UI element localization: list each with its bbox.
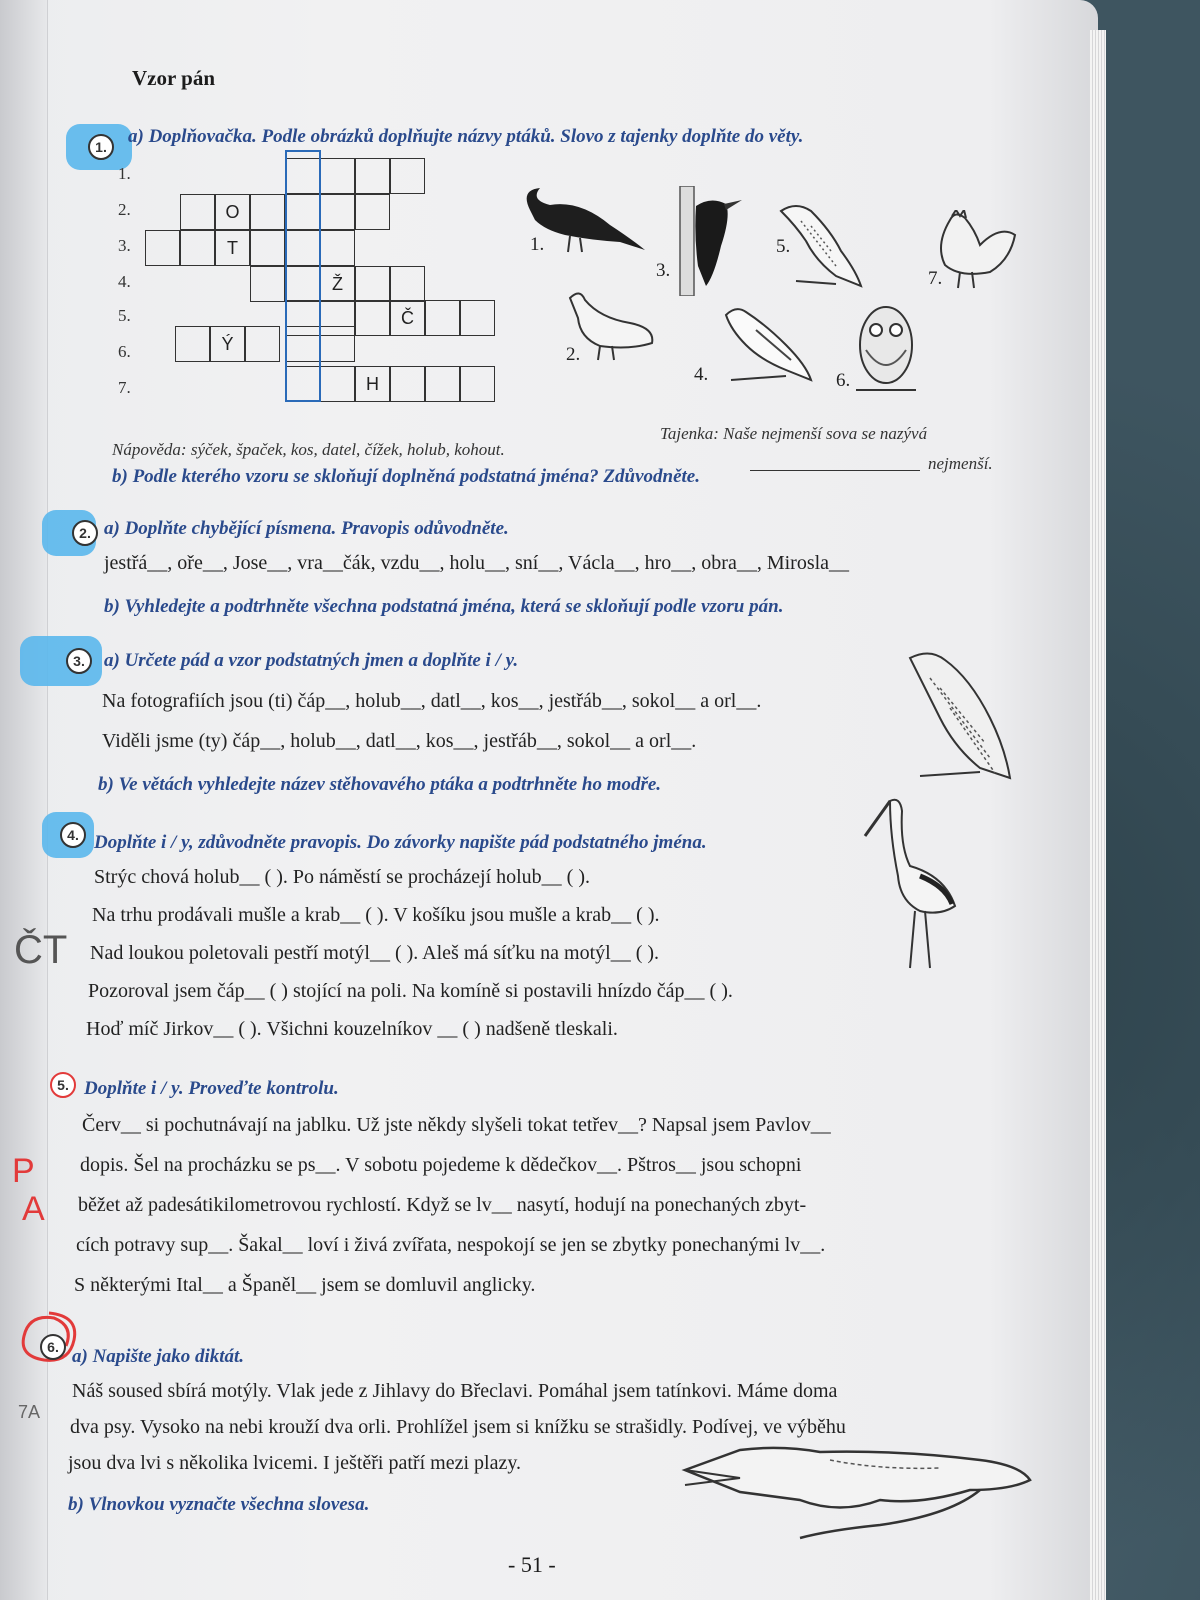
crossword-cell[interactable] — [320, 230, 355, 266]
crocodile-illustration — [680, 1430, 1040, 1540]
crossword-cell[interactable] — [390, 266, 425, 302]
row-number: 3. — [118, 236, 131, 255]
exercise-2-badge: 2. — [72, 520, 98, 546]
margin-note-pencil: ČT — [14, 928, 68, 972]
crossword-cell-letter[interactable]: Č — [390, 300, 425, 336]
bird-label: 3. — [656, 260, 671, 281]
margin-note-red: A — [22, 1190, 45, 1228]
bird-label: 1. — [530, 234, 545, 255]
exercise-1-tajenka-end: nejmenší. — [928, 454, 993, 473]
exercise-1b-instruction: b) Podle kterého vzoru se skloňují doplněná podstatná jména? Zdůvodněte. — [112, 466, 700, 487]
exercise-5-line: Červ__ si pochutnávají na jablku. Už jste někdy slyšeli tokat tetřev__? Napsal jsem Pavlov__ — [82, 1114, 831, 1136]
owl-illustration — [846, 300, 926, 400]
row-number: 5. — [118, 306, 131, 325]
exercise-5-line: běžet až padesátikilometrovou rychlostí. Když se lv__ nasytí, hodují na ponechaných zbyt- — [78, 1194, 807, 1216]
starling-illustration — [776, 196, 876, 296]
crossword-cell[interactable] — [460, 366, 495, 402]
crossword-cell-letter[interactable]: T — [215, 230, 250, 266]
exercise-5-line: S některými Ital__ a Španěl__ jsem se domluvil anglicky. — [74, 1274, 536, 1296]
crossword-cell[interactable] — [180, 230, 215, 266]
exercise-4-line: Hoď míč Jirkov__ ( ). Všichni kouzelníkov __ ( ) nadšeně tleskali. — [86, 1018, 618, 1040]
crossword-cell-letter[interactable]: Ž — [320, 266, 355, 302]
crossword-cell-letter[interactable]: H — [355, 366, 390, 402]
exercise-4-line: Strýc chová holub__ ( ). Po náměstí se procházejí holub__ ( ). — [94, 866, 590, 888]
row-number: 6. — [118, 342, 131, 361]
exercise-6-line: Náš soused sbírá motýly. Vlak jede z Jihlavy do Břeclavi. Pomáhal jsem tatínkovi. Máme doma — [72, 1380, 838, 1402]
exercise-5-badge: 5. — [50, 1072, 76, 1098]
exercise-4-badge: 4. — [60, 822, 86, 848]
crossword-cell[interactable] — [320, 158, 355, 194]
crossword-cell-letter[interactable]: Ý — [210, 326, 245, 362]
eagle-illustration — [900, 648, 1020, 788]
page-number: - 51 - — [508, 1552, 556, 1577]
exercise-6-line: dva psy. Vysoko na nebi krouží dva orli. Prohlížel jsem si knížku se strašidly. Podívej, ve výběhu — [70, 1416, 846, 1438]
crossword-cell[interactable] — [245, 326, 280, 362]
exercise-1-hint: Nápověda: sýček, špaček, kos, datel, čížek, holub, kohout. — [112, 440, 505, 459]
crossword-cell[interactable] — [355, 266, 390, 302]
exercise-5-line: dopis. Šel na procházku se ps__. V sobotu pojedeme k dědečkov__. Pštros__ jsou schopni — [80, 1154, 802, 1176]
crossword-grid — [140, 150, 520, 430]
row-number: 2. — [118, 200, 131, 219]
bird-label: 6. — [836, 370, 851, 391]
exercise-2-line: jestřá__, oře__, Jose__, vra__čák, vzdu__, holu__, sní__, Václa__, hro__, obra__, Mirosla__ — [104, 552, 850, 574]
margin-note-pencil: 7A — [18, 1402, 41, 1422]
crossword-cell[interactable] — [145, 230, 180, 266]
crossword-cell[interactable] — [355, 300, 390, 336]
page-title: Vzor pán — [132, 66, 216, 90]
crossword-cell[interactable] — [250, 266, 285, 302]
crossword-cell[interactable] — [425, 366, 460, 402]
finch-illustration — [716, 300, 816, 390]
crossword-cell[interactable] — [250, 194, 285, 230]
exercise-6-line: jsou dva lvi s několika lvicemi. I ještěři patří mezi plazy. — [68, 1452, 522, 1474]
exercise-1a-instruction: a) Doplňovačka. Podle obrázků doplňujte názvy ptáků. Slovo z tajenky doplňte do věty. — [128, 126, 804, 147]
crossword-cell[interactable] — [425, 300, 460, 336]
exercise-3-line: Viděli jsme (ty) čáp__, holub__, datl__, kos__, jestřáb__, sokol__ a orl__. — [102, 730, 697, 752]
crossword-cell-letter[interactable]: O — [215, 194, 250, 230]
crossword-cell[interactable] — [320, 366, 355, 402]
margin-note-red: P — [12, 1152, 35, 1190]
exercise-6-badge: 6. — [40, 1334, 66, 1360]
crossword-cell[interactable] — [355, 194, 390, 230]
exercise-5-instruction: Doplňte i / y. Proveďte kontrolu. — [84, 1078, 339, 1099]
tajenka-answer-line[interactable] — [750, 470, 920, 471]
exercise-4-line: Na trhu prodávali mušle a krab__ ( ). V košíku jsou mušle a krab__ ( ). — [92, 904, 660, 926]
bird-label: 4. — [694, 364, 709, 385]
crossword-cell[interactable] — [175, 326, 210, 362]
crossword-cell[interactable] — [355, 158, 390, 194]
exercise-3a-instruction: a) Určete pád a vzor podstatných jmen a doplňte i / y. — [104, 650, 519, 671]
crossword-cell[interactable] — [250, 230, 285, 266]
page-stack-edge — [1090, 30, 1106, 1600]
bird-label: 2. — [566, 344, 581, 365]
exercise-6b-instruction: b) Vlnovkou vyznačte všechna slovesa. — [68, 1494, 370, 1515]
crossword-solution-column — [285, 150, 321, 402]
crossword-cell[interactable] — [390, 158, 425, 194]
woodpecker-illustration — [676, 186, 746, 296]
crossword-cell[interactable] — [460, 300, 495, 336]
crossword-cell[interactable] — [180, 194, 215, 230]
exercise-6a-instruction: a) Napište jako diktát. — [72, 1346, 245, 1367]
crossword-cell[interactable] — [390, 366, 425, 402]
exercise-3b-instruction: b) Ve větách vyhledejte název stěhovavého ptáka a podtrhněte ho modře. — [98, 774, 662, 795]
exercise-2a-instruction: a) Doplňte chybějící písmena. Pravopis odůvodněte. — [104, 518, 509, 539]
stork-illustration — [860, 796, 970, 976]
bird-label: 5. — [776, 236, 791, 257]
exercise-1-tajenka: Tajenka: Naše nejmenší sova se nazývá — [660, 424, 928, 443]
exercise-4-line: Pozoroval jsem čáp__ ( ) stojící na poli. Na komíně si postavili hnízdo čáp__ ( ). — [88, 980, 733, 1002]
row-number: 1. — [118, 164, 131, 183]
exercise-1-badge: 1. — [88, 134, 114, 160]
exercise-4-instruction: Doplňte i / y, zdůvodněte pravopis. Do závorky napište pád podstatného jména. — [94, 832, 707, 853]
crossword-cell[interactable] — [320, 194, 355, 230]
row-number: 7. — [118, 378, 131, 397]
row-number: 4. — [118, 272, 131, 291]
exercise-5-line: cích potravy sup__. Šakal__ loví i živá zvířata, nespokojí se jen se zbytky ponechanými lv__. — [76, 1234, 826, 1256]
bird-label: 7. — [928, 268, 943, 289]
exercise-3-badge: 3. — [66, 648, 92, 674]
exercise-3-line: Na fotografiích jsou (ti) čáp__, holub__, datl__, kos__, jestřáb__, sokol__ a orl__. — [102, 690, 762, 712]
exercise-2b-instruction: b) Vyhledejte a podtrhněte všechna podstatná jména, která se skloňují podle vzoru pán. — [104, 596, 784, 617]
crossword-cell[interactable] — [320, 326, 355, 362]
exercise-4-line: Nad loukou poletovali pestří motýl__ ( ). Aleš má síťku na motýl__ ( ). — [90, 942, 660, 964]
